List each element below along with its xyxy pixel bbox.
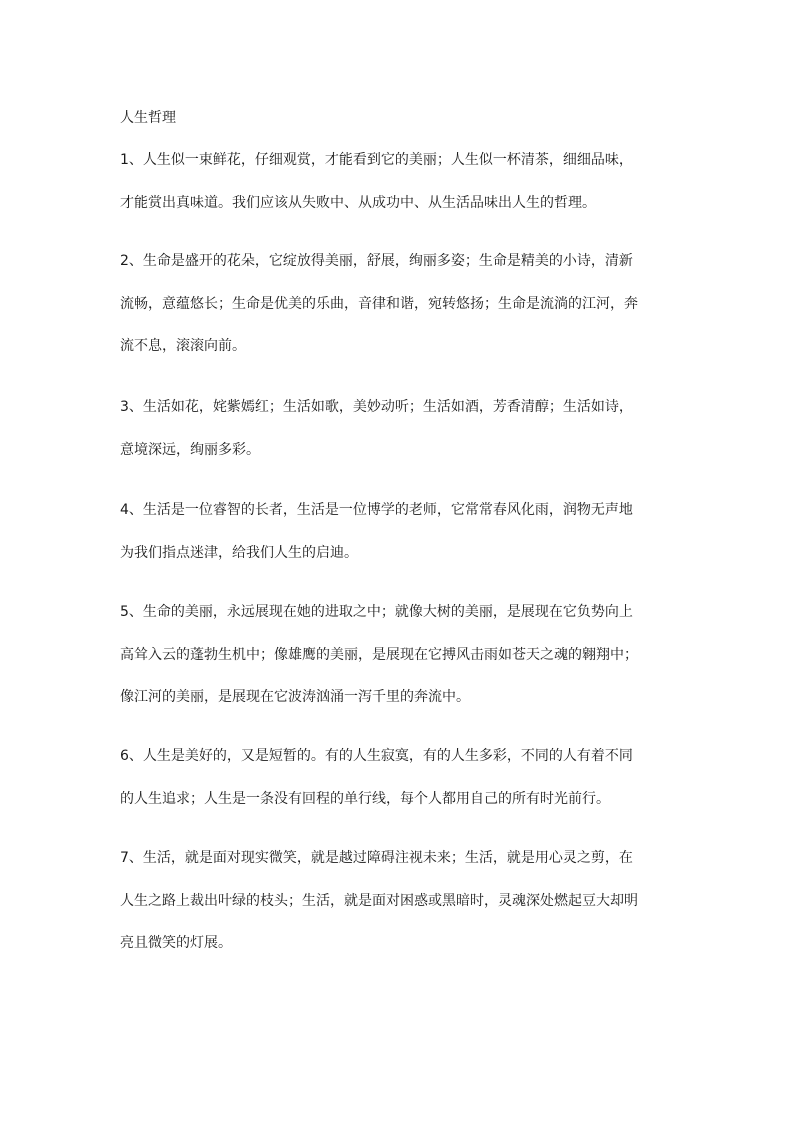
paragraph-5 (120, 602, 686, 707)
paragraph-line: 的人生追求；人生是一条没有回程的单行线，每个人都用自己的所有时光前行。 (120, 790, 610, 807)
paragraph-line: 5、生命的美丽，永远展现在她的进取之中；就像大树的美丽，是展现在它负势向上 (120, 604, 633, 620)
paragraph-line: 流不息，滚滚向前。 (120, 338, 246, 354)
paragraph-2 (120, 251, 686, 356)
paragraph-line: 7、生活，就是面对现实微笑，就是越过障碍注视未来；生活，就是用心灵之剪，在 (120, 850, 633, 866)
paragraph-line: 高耸入云的蓬勃生机中；像雄鹰的美丽，是展现在它搏风击雨如苍天之魂的翱翔中； (120, 646, 638, 663)
paragraph-4 (120, 500, 686, 563)
paragraph-6 (120, 746, 686, 809)
paragraph-line: 像江河的美丽，是展现在它波涛汹涌一泻千里的奔流中。 (120, 689, 470, 705)
paragraph-1 (120, 150, 686, 213)
paragraph-line: 为我们指点迷津，给我们人生的启迪。 (120, 544, 358, 561)
paragraph-line: 人生之路上裁出叶绿的枝头；生活，就是面对困惑或黑暗时，灵魂深处燃起豆大却明 (120, 892, 638, 909)
paragraph-line: 3、生活如花，姹紫嫣红；生活如歌，美妙动听；生活如酒，芳香清醇；生活如诗， (120, 399, 633, 415)
paragraph-line: 流畅，意蕴悠长；生命是优美的乐曲，音律和谐，宛转悠扬；生命是流淌的江河，奔 (120, 295, 638, 312)
paragraph-line: 意境深远，绚丽多彩。 (120, 441, 260, 458)
document-title: 人生哲理 (120, 110, 176, 126)
paragraph-line: 2、生命是盛开的花朵，它绽放得美丽，舒展，绚丽多姿；生命是精美的小诗，清新 (120, 253, 633, 269)
paragraph-line: 6、人生是美好的，又是短暂的。有的人生寂寞，有的人生多彩，不同的人有着不同 (120, 748, 633, 764)
paragraph-line: 才能赏出真味道。我们应该从失败中、从成功中、从生活品味出人生的哲理。 (120, 194, 596, 211)
paragraph-line: 1、人生似一束鲜花，仔细观赏，才能看到它的美丽；人生似一杯清茶，细细品味， (120, 152, 633, 168)
paragraph-line: 亮且微笑的灯展。 (120, 935, 232, 951)
paragraph-7 (120, 848, 686, 953)
paragraph-line: 4、生活是一位睿智的长者，生活是一位博学的老师，它常常春风化雨，润物无声地 (120, 502, 633, 518)
paragraph-3 (120, 397, 686, 460)
